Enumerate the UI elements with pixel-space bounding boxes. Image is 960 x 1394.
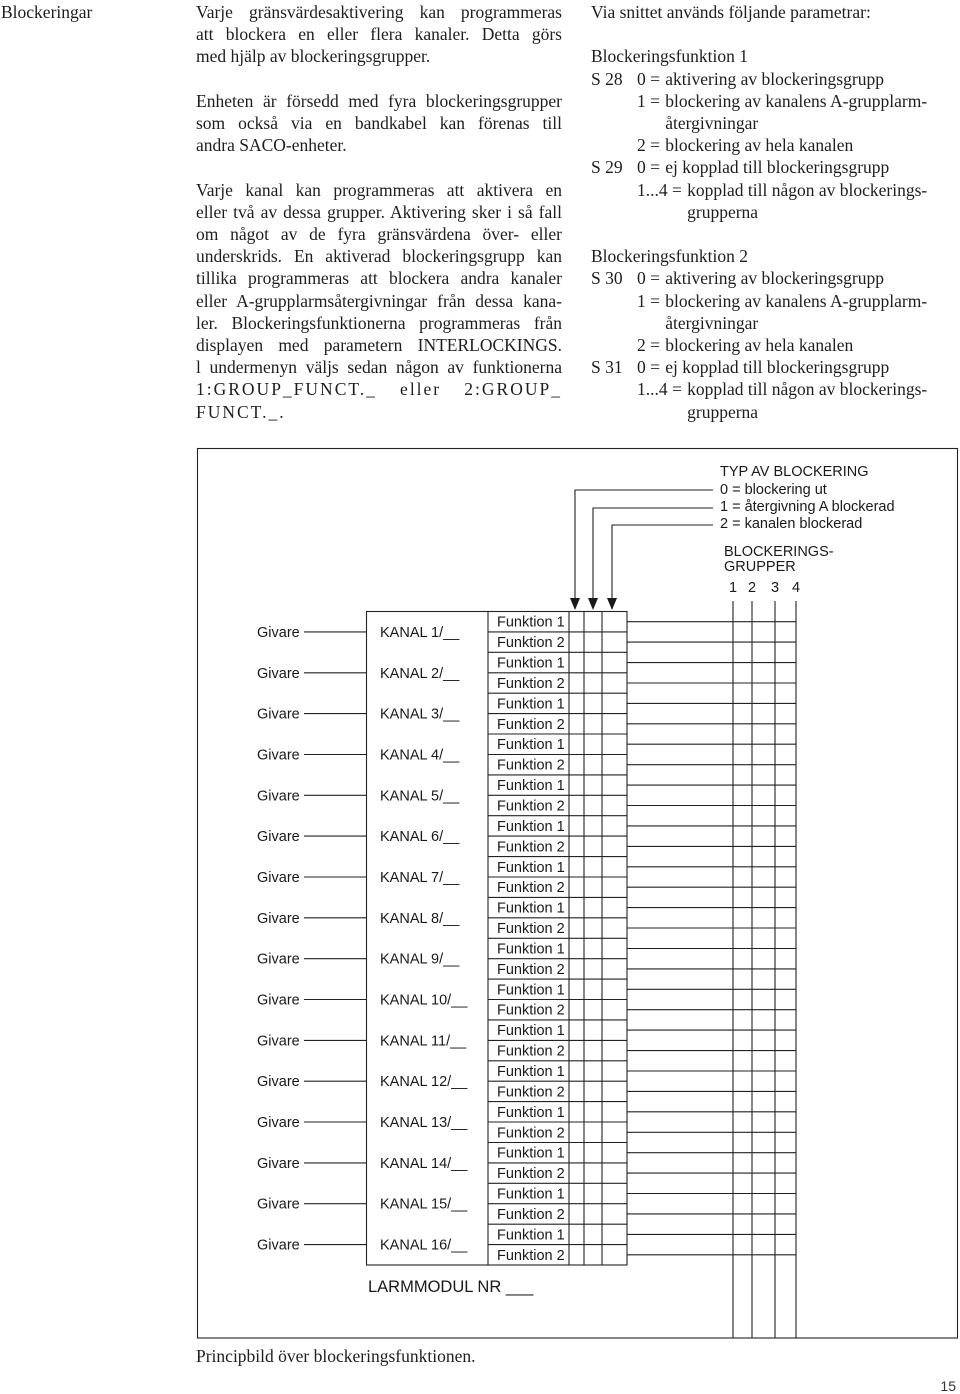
sensor-label: Givare xyxy=(257,788,300,805)
function-label: Funktion 1 xyxy=(497,614,565,631)
parameter-option xyxy=(637,378,957,422)
text-line: ler. Blockeringsfunktionerna programmeras från xyxy=(196,312,562,333)
parameter-option xyxy=(637,90,957,134)
text-line: andra SACO-enheter. xyxy=(196,135,347,156)
function-title: Blockeringsfunktion 2 xyxy=(591,246,748,267)
function-label: Funktion 1 xyxy=(497,655,565,672)
option-text: grupperna xyxy=(687,401,759,422)
sensor-label: Givare xyxy=(257,1115,300,1131)
sensor-label: Givare xyxy=(257,951,300,968)
blocking-type-option: 0 = blockering ut xyxy=(720,482,827,498)
sensor-label: Givare xyxy=(257,870,300,886)
blocking-groups-title: GRUPPER xyxy=(724,559,796,575)
parameter-s29 xyxy=(591,156,957,223)
function-label: Funktion 1 xyxy=(497,1186,565,1203)
function-label: Funktion 2 xyxy=(497,635,565,652)
channel-label: KANAL 2/__ xyxy=(380,665,460,682)
option-value: 0 = xyxy=(637,68,660,89)
group-number: 2 xyxy=(747,580,757,596)
sensor-label: Givare xyxy=(257,910,300,927)
channel-label: KANAL 12/__ xyxy=(380,1074,468,1091)
function-label: Funktion 1 xyxy=(497,1104,565,1121)
sensor-label: Givare xyxy=(257,706,300,723)
sensor-label: Givare xyxy=(257,747,300,764)
sensor-label: Givare xyxy=(257,829,300,846)
text-line: Varje kanal kan programmeras att aktivera en xyxy=(196,179,562,200)
channel-label: KANAL 5/__ xyxy=(380,788,460,805)
function-label: Funktion 2 xyxy=(497,1084,565,1101)
option-text: grupperna xyxy=(687,201,759,222)
spacer xyxy=(591,223,957,245)
parameter-code: S 28 xyxy=(591,68,623,89)
option-text: kopplad till någon av blockerings- xyxy=(687,379,928,400)
blocking-type-connector xyxy=(575,490,713,599)
body-text-column xyxy=(196,1,562,445)
text-line: underskrids. En aktiverad blockeringsgrupp kan xyxy=(196,246,562,267)
text-line: med hjälp av blockeringsgrupper. xyxy=(196,46,431,67)
function-label: Funktion 2 xyxy=(497,716,565,733)
function-label: Funktion 2 xyxy=(497,1206,565,1223)
page-number: 15 xyxy=(940,1378,956,1394)
function-title: Blockeringsfunktion 1 xyxy=(591,46,748,67)
function-label: Funktion 1 xyxy=(497,941,565,958)
channel-label: KANAL 6/__ xyxy=(380,829,460,846)
text-line: eller A-grupplarmsåtergivningar från dessa kana- xyxy=(196,290,562,311)
channel-label: KANAL 10/__ xyxy=(380,992,468,1009)
text-line: FUNCT._. xyxy=(196,401,286,422)
function-label: Funktion 1 xyxy=(497,982,565,999)
parameter-options xyxy=(637,356,957,423)
blocking-groups-title: BLOCKERINGS- xyxy=(724,544,834,560)
function-label: Funktion 2 xyxy=(497,1166,565,1183)
function-label: Funktion 1 xyxy=(497,1227,565,1244)
parameter-option xyxy=(637,68,957,90)
function-label: Funktion 2 xyxy=(497,1247,565,1264)
blocking-type-connector xyxy=(593,508,713,599)
option-text: blockering av hela kanalen xyxy=(665,335,854,356)
function-label: Funktion 1 xyxy=(497,1023,565,1040)
option-text: blockering av kanalens A-grupplarm- xyxy=(665,290,928,311)
alarm-module-label: LARMMODUL NR ___ xyxy=(368,1278,534,1296)
parameter-option xyxy=(637,134,957,156)
arrow-down-icon xyxy=(570,598,580,610)
sensor-label: Givare xyxy=(257,1196,300,1213)
function-label: Funktion 2 xyxy=(497,921,565,937)
function-label: Funktion 2 xyxy=(497,798,565,815)
parameter-column xyxy=(591,1,957,423)
text-line: Enheten är försedd med fyra blockeringsgrupper xyxy=(196,90,562,111)
channel-label: KANAL 7/__ xyxy=(380,870,460,886)
option-text: aktivering av blockeringsgrupp xyxy=(665,68,884,89)
option-value: 0 = xyxy=(637,357,660,378)
channel-label: KANAL 8/__ xyxy=(380,910,460,927)
parameter-options xyxy=(637,267,957,356)
parameter-options xyxy=(637,156,957,223)
option-value: 1...4 = xyxy=(637,179,682,200)
channel-label: KANAL 9/__ xyxy=(380,951,460,968)
function-label: Funktion 2 xyxy=(497,676,565,692)
text-line: 1:GROUP_FUNCT._ eller 2:GROUP_ xyxy=(196,379,562,400)
parameter-code: S 31 xyxy=(591,357,623,378)
function-label: Funktion 1 xyxy=(497,900,565,917)
channel-rows xyxy=(257,615,796,1264)
text-line: om något av de fyra gränsvärdena över- eller xyxy=(196,224,562,244)
text-line: tillika programmeras att blockera andra kanaler xyxy=(196,268,562,289)
option-value: 0 = xyxy=(637,268,660,289)
text-line: l undermenyn väljs sedan någon av funktionerna xyxy=(196,357,562,378)
option-text: aktivering av blockeringsgrupp xyxy=(665,268,884,289)
sensor-label: Givare xyxy=(257,624,300,641)
blocking-type-option: 1 = återgivning A blockerad xyxy=(720,499,895,515)
paragraph xyxy=(196,90,562,157)
paragraph xyxy=(196,179,562,423)
paragraph xyxy=(196,1,562,68)
channel-label: KANAL 15/__ xyxy=(380,1196,468,1213)
function-label: Funktion 1 xyxy=(497,1145,565,1162)
blocking-type-option: 2 = kanalen blockerad xyxy=(720,516,863,532)
parameter-intro: Via snittet används följande parametrar: xyxy=(591,2,871,22)
function-label: Funktion 1 xyxy=(497,859,565,876)
option-text: ej kopplad till blockeringsgrupp xyxy=(665,357,890,378)
section-heading: Blockeringar xyxy=(1,2,93,22)
arrow-down-icon xyxy=(588,598,598,610)
option-text: återgivningar xyxy=(665,113,759,133)
parameter-option xyxy=(637,179,957,223)
parameter-code: S 30 xyxy=(591,268,623,289)
group-number: 4 xyxy=(791,580,801,596)
channel-label: KANAL 4/__ xyxy=(380,747,460,764)
sensor-label: Givare xyxy=(257,1237,300,1254)
sensor-label: Givare xyxy=(257,1033,300,1050)
parameter-code: S 29 xyxy=(591,157,623,178)
channel-label: KANAL 11/__ xyxy=(380,1033,467,1050)
sensor-label: Givare xyxy=(257,665,300,682)
sensor-label: Givare xyxy=(257,1155,300,1172)
channel-label: KANAL 16/__ xyxy=(380,1237,468,1254)
function-label: Funktion 1 xyxy=(497,737,565,754)
blocking-type-title: TYP AV BLOCKERING xyxy=(720,464,869,480)
group-number: 3 xyxy=(770,580,780,596)
option-text: blockering av hela kanalen xyxy=(665,135,854,156)
parameter-option xyxy=(637,334,957,356)
text-line: displayen med parametern INTERLOCKINGS. xyxy=(196,335,562,356)
option-value: 1...4 = xyxy=(637,379,682,400)
group-number: 1 xyxy=(728,580,738,596)
function-label: Funktion 2 xyxy=(497,1043,565,1060)
function-label: Funktion 2 xyxy=(497,880,565,897)
channel-label: KANAL 13/__ xyxy=(380,1115,468,1131)
parameter-option xyxy=(637,356,957,378)
option-text: återgivningar xyxy=(665,312,759,333)
parameter-s31 xyxy=(591,356,957,423)
blocking-function-2 xyxy=(591,245,957,423)
diagram-frame xyxy=(198,449,958,1339)
option-value: 1 = xyxy=(637,90,660,111)
option-value: 0 = xyxy=(637,157,660,178)
function-label: Funktion 1 xyxy=(497,818,565,835)
text-line: eller två av dessa grupper. Aktivering sker i så fall xyxy=(196,201,562,222)
parameter-s30 xyxy=(591,267,957,356)
function-label: Funktion 1 xyxy=(497,696,565,713)
function-label: Funktion 2 xyxy=(497,961,565,978)
function-label: Funktion 2 xyxy=(497,757,565,774)
arrow-down-icon xyxy=(607,598,617,610)
channel-label: KANAL 1/__ xyxy=(380,624,460,641)
function-label: Funktion 2 xyxy=(497,1002,565,1019)
function-label: Funktion 2 xyxy=(497,1125,565,1142)
sensor-label: Givare xyxy=(257,992,300,1009)
blocking-function-1 xyxy=(591,45,957,223)
function-label: Funktion 1 xyxy=(497,778,565,795)
option-value: 1 = xyxy=(637,290,660,311)
channel-label: KANAL 3/__ xyxy=(380,706,460,723)
option-value: 2 = xyxy=(637,335,660,356)
sensor-label: Givare xyxy=(257,1074,300,1091)
parameter-option xyxy=(637,290,957,334)
option-text: blockering av kanalens A-grupplarm- xyxy=(665,90,928,111)
function-label: Funktion 2 xyxy=(497,839,565,856)
option-value: 2 = xyxy=(637,135,660,156)
text-line: att blockera en eller flera kanaler. Detta görs xyxy=(196,24,562,45)
option-text: kopplad till någon av blockerings- xyxy=(687,179,928,200)
channel-label: KANAL 14/__ xyxy=(380,1155,468,1172)
spacer xyxy=(591,23,957,45)
blocking-type-connector xyxy=(612,525,713,599)
text-line: som också via en bandkabel kan förenas till xyxy=(196,113,562,133)
parameter-option xyxy=(637,267,957,289)
parameter-s28 xyxy=(591,68,957,157)
option-text: ej kopplad till blockeringsgrupp xyxy=(665,157,890,178)
function-label: Funktion 1 xyxy=(497,1064,565,1080)
parameter-option xyxy=(637,156,957,178)
parameter-options xyxy=(637,68,957,157)
text-line: Varje gränsvärdesaktivering kan programmeras xyxy=(196,2,562,22)
figure-caption: Principbild över blockeringsfunktionen. xyxy=(196,1346,476,1366)
